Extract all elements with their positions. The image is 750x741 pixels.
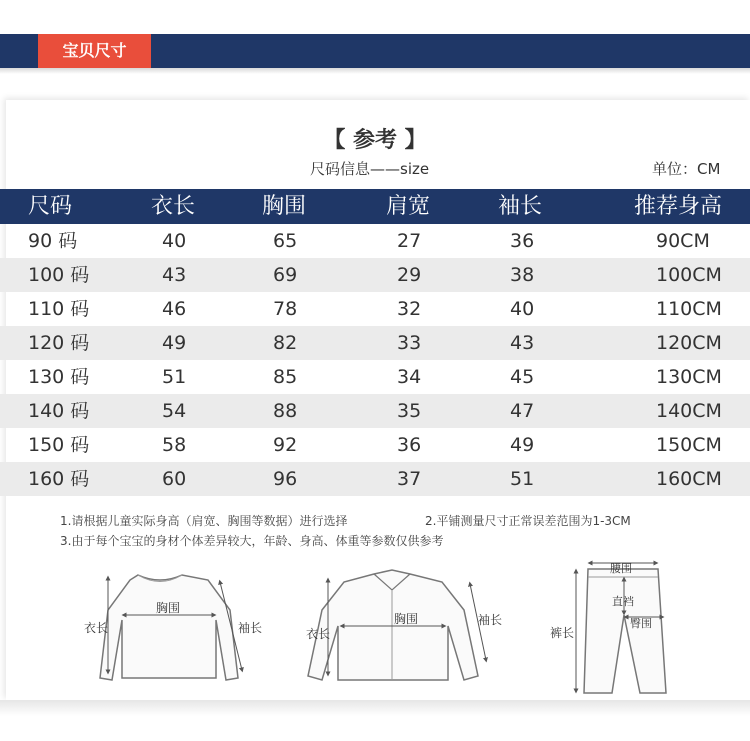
col-shoulder: 肩宽 bbox=[386, 194, 431, 219]
cell-length: 60 bbox=[162, 468, 187, 490]
table-row bbox=[0, 258, 750, 292]
cell-height: 100CM bbox=[656, 264, 722, 286]
cell-shoulder: 32 bbox=[397, 298, 422, 320]
table-row bbox=[0, 326, 750, 360]
pants-crotch-label: 直裆 bbox=[612, 595, 634, 608]
tshirt-chest-label: 胸围 bbox=[156, 601, 181, 615]
subtitle: 尺码信息——size bbox=[310, 160, 430, 178]
cell-shoulder: 35 bbox=[397, 400, 422, 422]
table-row bbox=[0, 224, 750, 258]
shirt-sleeve-label: 袖长 bbox=[478, 613, 503, 627]
cell-size: 150 码 bbox=[28, 434, 90, 456]
cell-sleeve: 51 bbox=[510, 468, 535, 490]
pants-waist-label: 腰围 bbox=[610, 562, 632, 575]
cell-sleeve: 47 bbox=[510, 400, 535, 422]
cell-chest: 88 bbox=[273, 400, 298, 422]
cell-size: 130 码 bbox=[28, 366, 90, 388]
cell-chest: 78 bbox=[273, 298, 298, 320]
cell-sleeve: 36 bbox=[510, 230, 535, 252]
cell-length: 58 bbox=[162, 434, 187, 456]
table-header bbox=[0, 189, 750, 224]
note-2: 2.平铺测量尺寸正常误差范围为1-3CM bbox=[425, 514, 631, 528]
cell-size: 100 码 bbox=[28, 264, 90, 286]
cell-sleeve: 45 bbox=[510, 366, 535, 388]
tshirt-outline bbox=[100, 575, 238, 680]
note-1: 1.请根据儿童实际身高（肩宽、胸围等数据）进行选择 bbox=[60, 514, 348, 528]
col-height: 推荐身高 bbox=[634, 194, 723, 219]
shirt-diagram bbox=[302, 560, 512, 700]
pants-hip-label: 臀围 bbox=[630, 617, 652, 630]
table-row bbox=[0, 360, 750, 394]
cell-shoulder: 29 bbox=[397, 264, 422, 286]
cell-sleeve: 49 bbox=[510, 434, 535, 456]
cell-height: 140CM bbox=[656, 400, 722, 422]
cell-height: 150CM bbox=[656, 434, 722, 456]
table-row bbox=[0, 428, 750, 462]
cell-length: 40 bbox=[162, 230, 187, 252]
tshirt-sleeve-label: 袖长 bbox=[238, 621, 263, 635]
page-title: 【 参考 】 bbox=[323, 128, 427, 153]
pants-diagram bbox=[548, 555, 678, 700]
cell-length: 43 bbox=[162, 264, 187, 286]
size-tag: 宝贝尺寸 bbox=[38, 34, 151, 68]
cell-size: 90 码 bbox=[28, 230, 78, 252]
cell-chest: 92 bbox=[273, 434, 298, 456]
cell-chest: 65 bbox=[273, 230, 298, 252]
cell-height: 160CM bbox=[656, 468, 722, 490]
table-row bbox=[0, 462, 750, 496]
shirt-length-label: 衣长 bbox=[306, 627, 331, 641]
cell-length: 51 bbox=[162, 366, 187, 388]
cell-length: 49 bbox=[162, 332, 187, 354]
cell-length: 46 bbox=[162, 298, 187, 320]
cell-shoulder: 36 bbox=[397, 434, 422, 456]
header-shadow bbox=[0, 68, 750, 74]
cell-length: 54 bbox=[162, 400, 187, 422]
cell-chest: 82 bbox=[273, 332, 298, 354]
col-sleeve: 袖长 bbox=[498, 194, 543, 219]
tshirt-length-label: 衣长 bbox=[84, 621, 109, 635]
cell-height: 120CM bbox=[656, 332, 722, 354]
cell-shoulder: 27 bbox=[397, 230, 422, 252]
col-length: 衣长 bbox=[151, 194, 196, 219]
table-row bbox=[0, 292, 750, 326]
cell-chest: 85 bbox=[273, 366, 298, 388]
cell-shoulder: 34 bbox=[397, 366, 422, 388]
unit-label: 单位：CM bbox=[652, 160, 721, 178]
cell-sleeve: 38 bbox=[510, 264, 535, 286]
cell-chest: 96 bbox=[273, 468, 298, 490]
col-chest: 胸围 bbox=[262, 194, 307, 219]
cell-size: 110 码 bbox=[28, 298, 90, 320]
pants-outline bbox=[584, 569, 666, 693]
pants-length-label: 裤长 bbox=[550, 626, 575, 640]
cell-sleeve: 40 bbox=[510, 298, 535, 320]
col-size: 尺码 bbox=[28, 194, 73, 219]
cell-shoulder: 37 bbox=[397, 468, 422, 490]
tshirt-diagram bbox=[80, 560, 280, 700]
cell-size: 160 码 bbox=[28, 468, 90, 490]
cell-height: 110CM bbox=[656, 298, 722, 320]
cell-size: 120 码 bbox=[28, 332, 90, 354]
shirt-outline bbox=[308, 570, 478, 680]
cell-chest: 69 bbox=[273, 264, 298, 286]
bottom-shadow bbox=[0, 700, 750, 716]
shirt-chest-label: 胸围 bbox=[394, 612, 419, 626]
note-3: 3.由于每个宝宝的身材个体差异较大，年龄、身高、体重等参数仅供参考 bbox=[60, 534, 444, 548]
cell-height: 90CM bbox=[656, 230, 710, 252]
table-row bbox=[0, 394, 750, 428]
cell-size: 140 码 bbox=[28, 400, 90, 422]
cell-sleeve: 43 bbox=[510, 332, 535, 354]
cell-shoulder: 33 bbox=[397, 332, 422, 354]
cell-height: 130CM bbox=[656, 366, 722, 388]
